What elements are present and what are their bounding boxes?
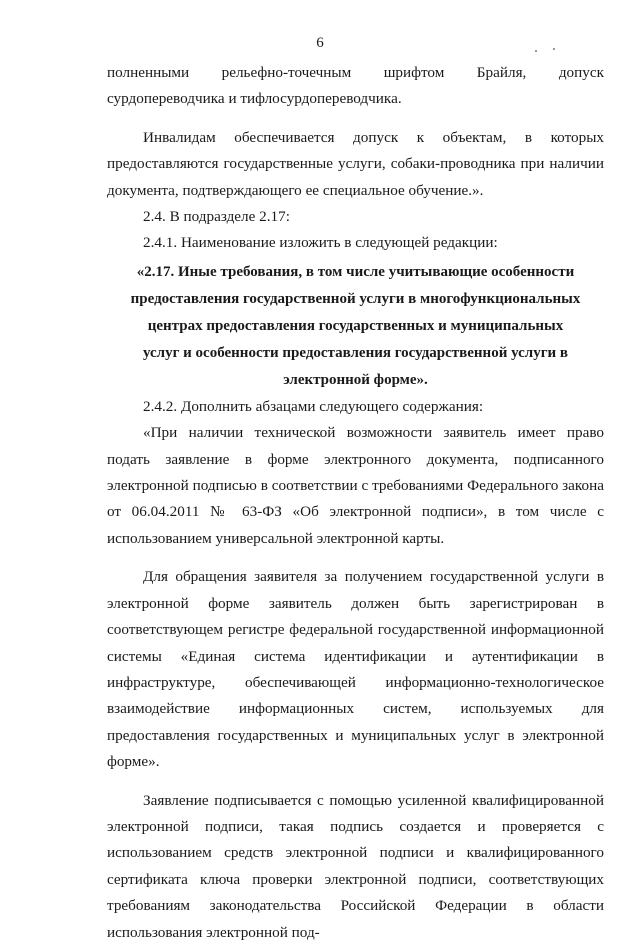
paragraph-continuation: полненными рельефно-точечным шрифтом Брайля, допуск сурдопереводчика и тифлосурдопереводчика. xyxy=(107,64,604,108)
paragraph-2-4: 2.4. В подразделе 2.17: xyxy=(143,208,290,226)
section-heading-2-17: «2.17. Иные требования, в том числе учитывающие особенности предоставления государственной услуги в многофункциональных центрах предоставления государственных и муниципальных услуг и особенности предоставления государственной услуги в электронной форме». xyxy=(130,263,581,388)
document-body xyxy=(107,60,604,946)
paragraph-2-4-2: 2.4.2. Дополнить абзацами следующего содержания: xyxy=(143,397,484,415)
paragraph-2-4-1: 2.4.1. Наименование изложить в следующей редакции: xyxy=(143,234,498,252)
paragraph-guide-dog: Инвалидам обеспечивается допуск к объектам, в которых предоставляются государственные услуги, собаки-проводника при наличии документа, подтверждающего ее специальное обучение.». xyxy=(107,128,604,199)
page-number: 6 xyxy=(316,35,324,51)
scan-speck xyxy=(535,50,537,52)
paragraph-registration: Для обращения заявителя за получением государственной услуги в электронной форме заявитель должен быть зарегистрирован в соответствующем регистре федеральной государственной информационной системы «Единая система идентификации и аутентификации в инфраструктуре, обеспечивающей информационно-технологическое взаимодействие информационных систем, используемых для предоставления государственных и муниципальных услуг в электронной форме». xyxy=(107,568,604,771)
paragraph-signature: Заявление подписывается с помощью усиленной квалифицированной электронной подписи, такая подпись создается и проверяется с использованием средств электронной подписи и квалифицированного сертификата ключа проверки электронной подписи, соответствующих требованиям законодательства Российской Федерации в области использования электронной под- xyxy=(107,791,604,941)
paragraph-electronic-application: «При наличии технической возможности заявитель имеет право подать заявление в форме электронного документа, подписанного электронной подписью в соответствии с требованиями Федерального закона от 06.04.2011 № 63-ФЗ «Об электронной подписи», в том числе с использованием универсальной электронной карты. xyxy=(107,424,604,547)
scan-speck xyxy=(553,48,555,50)
